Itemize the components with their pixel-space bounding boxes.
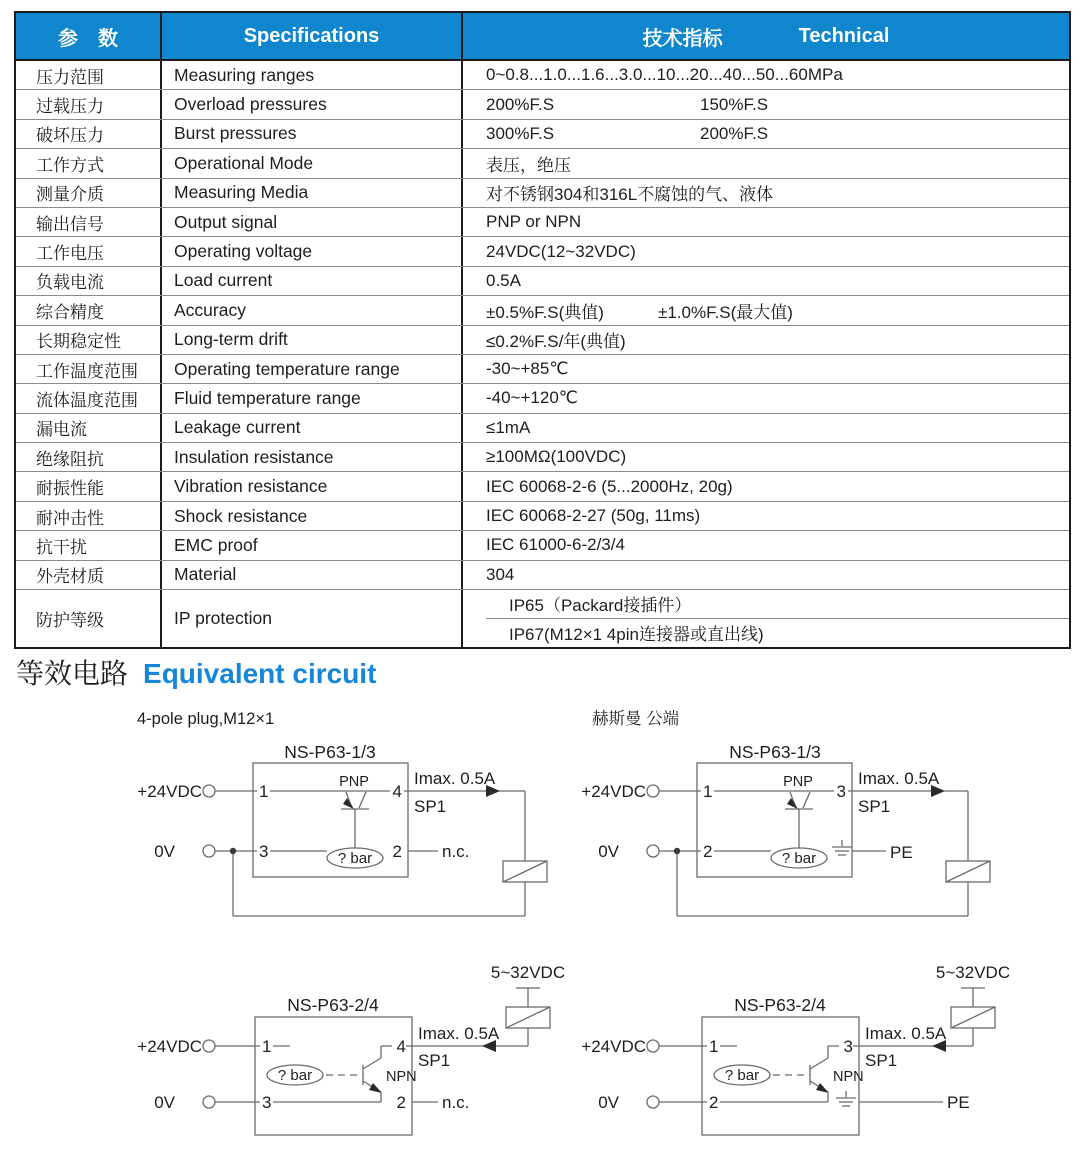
table-row	[16, 442, 1069, 471]
imax-label: Imax. 0.5A	[865, 1024, 947, 1043]
sp1-label: SP1	[414, 797, 447, 816]
pin-label: 3	[843, 1037, 853, 1056]
supply-terminal	[203, 1040, 215, 1052]
table-row	[16, 266, 1069, 295]
param-value: -40~+120℃	[486, 388, 578, 408]
pin-label: 4	[392, 782, 402, 801]
param-en: Leakage current	[162, 414, 463, 442]
ip65-value: IP65（Packard接插件）	[509, 596, 692, 616]
transistor-type-label: NPN	[386, 1069, 417, 1085]
supply-label: +24VDC	[581, 1037, 646, 1056]
pressure-cell-label: ? bar	[337, 850, 373, 867]
pe-label: PE	[947, 1093, 970, 1112]
gnd-label: 0V	[154, 842, 175, 861]
param-value: 24VDC(12~32VDC)	[486, 241, 636, 261]
sensor-box	[697, 763, 852, 877]
circuit-top-right	[575, 700, 1005, 930]
ext-supply-label: 5~32VDC	[490, 963, 566, 982]
header-parameter: 参 数	[16, 13, 162, 59]
param-value: ≤1mA	[486, 417, 531, 437]
table-row	[16, 295, 1069, 324]
pin-label: 3	[259, 842, 269, 861]
equivalent-circuit-heading	[16, 652, 376, 692]
param-cn: 工作方式	[16, 149, 162, 177]
param-en: Vibration resistance	[162, 472, 463, 500]
param-cn: 过载压力	[16, 90, 162, 118]
param-en: Measuring ranges	[162, 61, 463, 89]
nc-label: n.c.	[442, 1093, 470, 1112]
gnd-label: 0V	[598, 842, 619, 861]
param-cn: 耐冲击性	[16, 502, 162, 530]
gnd-label: 0V	[154, 1093, 175, 1112]
supply-terminal	[647, 785, 659, 797]
pin-label: 1	[703, 782, 713, 801]
pe-label: PE	[890, 843, 913, 862]
header-specifications: Specifications	[162, 13, 463, 59]
pin-label: 1	[709, 1037, 719, 1056]
supply-label: +24VDC	[581, 782, 646, 801]
pin-label: 2	[709, 1093, 719, 1112]
gnd-terminal	[203, 1096, 215, 1108]
sp1-label: SP1	[418, 1051, 451, 1070]
table-row	[16, 383, 1069, 412]
circuit-title: NS-P63-2/4	[287, 995, 379, 1015]
param-en: Load current	[162, 267, 463, 295]
param-cn: 负载电流	[16, 267, 162, 295]
circuit-title: NS-P63-1/3	[284, 742, 376, 762]
header-technical-en: Technical	[798, 24, 890, 47]
pin-label: 3	[836, 782, 846, 801]
imax-label: Imax. 0.5A	[414, 769, 496, 788]
header-technical	[463, 13, 1069, 59]
param-value: 表压，绝压	[486, 155, 571, 175]
table-row	[16, 148, 1069, 177]
param-en: EMC proof	[162, 531, 463, 559]
earth-ground-icon	[836, 1091, 856, 1106]
param-value: 0~0.8...1.0...1.6...3.0...10...20...40...50...60MPa	[486, 65, 843, 85]
param-en: IP protection	[162, 590, 463, 647]
circuit-title: NS-P63-2/4	[734, 995, 826, 1015]
param-value: -30~+85℃	[486, 359, 569, 379]
pressure-cell-label: ? bar	[724, 1067, 760, 1084]
ip67-value: IP67(M12×1 4pin连接器或直出线)	[486, 618, 1069, 647]
param-cn: 绝缘阻抗	[16, 443, 162, 471]
param-en: Fluid temperature range	[162, 384, 463, 412]
pin-label: 2	[703, 842, 713, 861]
param-cn: 长期稳定性	[16, 326, 162, 354]
pressure-cell-label: ? bar	[277, 1067, 313, 1084]
param-value: ±0.5%F.S(典值) ±1.0%F.S(最大值)	[486, 302, 793, 322]
param-value: ≥100MΩ(100VDC)	[486, 447, 627, 467]
param-cn: 外壳材质	[16, 561, 162, 589]
param-cn: 耐振性能	[16, 472, 162, 500]
param-en: Shock resistance	[162, 502, 463, 530]
pin-label: 1	[262, 1037, 272, 1056]
nc-label: n.c.	[442, 842, 470, 861]
header-technical-cn: 技术指标	[642, 27, 723, 50]
param-value: IEC 60068-2-27 (50g, 11ms)	[486, 506, 701, 526]
param-value: 304	[486, 564, 515, 584]
param-cn: 破坏压力	[16, 120, 162, 148]
table-row	[16, 530, 1069, 559]
param-value: IEC 61000-6-2/3/4	[486, 535, 625, 555]
param-cn: 综合精度	[16, 296, 162, 324]
table-row	[16, 325, 1069, 354]
imax-label: Imax. 0.5A	[418, 1024, 500, 1043]
pressure-cell-label: ? bar	[781, 850, 817, 867]
emitter-arrow	[369, 1083, 382, 1093]
param-cn: 工作电压	[16, 237, 162, 265]
transistor-type-label: NPN	[833, 1069, 864, 1085]
supply-terminal	[203, 785, 215, 797]
param-cn: 漏电流	[16, 414, 162, 442]
table-row	[16, 354, 1069, 383]
param-value: IEC 60068-2-6 (5...2000Hz, 20g)	[486, 476, 733, 496]
param-value: 300%F.S 200%F.S	[486, 123, 769, 143]
circuit-top-left	[130, 700, 550, 930]
junction-dot	[230, 848, 236, 854]
imax-label: Imax. 0.5A	[858, 769, 940, 788]
circuit-bottom-right	[575, 955, 1055, 1140]
param-en: Insulation resistance	[162, 443, 463, 471]
table-row	[16, 207, 1069, 236]
param-cn: 输出信号	[16, 208, 162, 236]
param-value: PNP or NPN	[486, 212, 582, 232]
sp1-label: SP1	[858, 797, 891, 816]
gnd-terminal	[647, 1096, 659, 1108]
gnd-terminal	[647, 845, 659, 857]
param-value: ≤0.2%F.S/年(典值)	[486, 332, 626, 352]
param-cn: 抗干扰	[16, 531, 162, 559]
pin-label: 4	[396, 1037, 406, 1056]
circuit-title: NS-P63-1/3	[729, 742, 821, 762]
spec-table-body	[16, 61, 1069, 647]
table-row	[16, 560, 1069, 589]
connector-caption-right: 赫斯曼 公端	[592, 710, 680, 728]
sensor-box	[253, 763, 408, 877]
param-en: Material	[162, 561, 463, 589]
supply-label: +24VDC	[137, 1037, 202, 1056]
param-value	[463, 590, 1069, 647]
heading-en: Equivalent circuit	[143, 658, 377, 689]
earth-ground-icon	[832, 840, 852, 855]
param-en: Overload pressures	[162, 90, 463, 118]
junction-dot	[674, 848, 680, 854]
param-cn: 流体温度范围	[16, 384, 162, 412]
param-en: Operational Mode	[162, 149, 463, 177]
table-row	[16, 119, 1069, 148]
gnd-label: 0V	[598, 1093, 619, 1112]
sp1-label: SP1	[865, 1051, 898, 1070]
param-en: Output signal	[162, 208, 463, 236]
transistor-type-label: PNP	[339, 774, 369, 790]
param-value: 200%F.S 150%F.S	[486, 94, 769, 114]
table-row	[16, 471, 1069, 500]
param-en: Measuring Media	[162, 179, 463, 207]
table-row	[16, 178, 1069, 207]
param-cn: 测量介质	[16, 179, 162, 207]
pin-label: 1	[259, 782, 269, 801]
pin-label: 2	[392, 842, 402, 861]
supply-label: +24VDC	[137, 782, 202, 801]
param-value: 对不锈钢304和316L不腐蚀的气、液体	[486, 185, 774, 205]
table-row	[16, 61, 1069, 89]
param-en: Operating voltage	[162, 237, 463, 265]
param-cn: 防护等级	[16, 590, 162, 647]
table-row	[16, 89, 1069, 118]
supply-terminal	[647, 1040, 659, 1052]
param-en: Accuracy	[162, 296, 463, 324]
circuit-bottom-left	[130, 955, 580, 1140]
param-value: 0.5A	[486, 270, 521, 290]
transistor-type-label: PNP	[783, 774, 813, 790]
table-row	[16, 413, 1069, 442]
emitter-arrow	[816, 1083, 829, 1093]
param-en: Long-term drift	[162, 326, 463, 354]
pin-label: 2	[396, 1093, 406, 1112]
pin-label: 3	[262, 1093, 272, 1112]
gnd-terminal	[203, 845, 215, 857]
table-row	[16, 236, 1069, 265]
spec-table-header	[16, 13, 1069, 61]
connector-caption-left: 4-pole plug,M12×1	[137, 710, 275, 728]
param-en: Operating temperature range	[162, 355, 463, 383]
param-cn: 压力范围	[16, 61, 162, 89]
ext-supply-label: 5~32VDC	[935, 963, 1011, 982]
table-row	[16, 501, 1069, 530]
heading-cn: 等效电路	[16, 658, 129, 689]
table-row-ip-protection	[16, 589, 1069, 647]
param-cn: 工作温度范围	[16, 355, 162, 383]
spec-table	[14, 11, 1071, 649]
param-en: Burst pressures	[162, 120, 463, 148]
